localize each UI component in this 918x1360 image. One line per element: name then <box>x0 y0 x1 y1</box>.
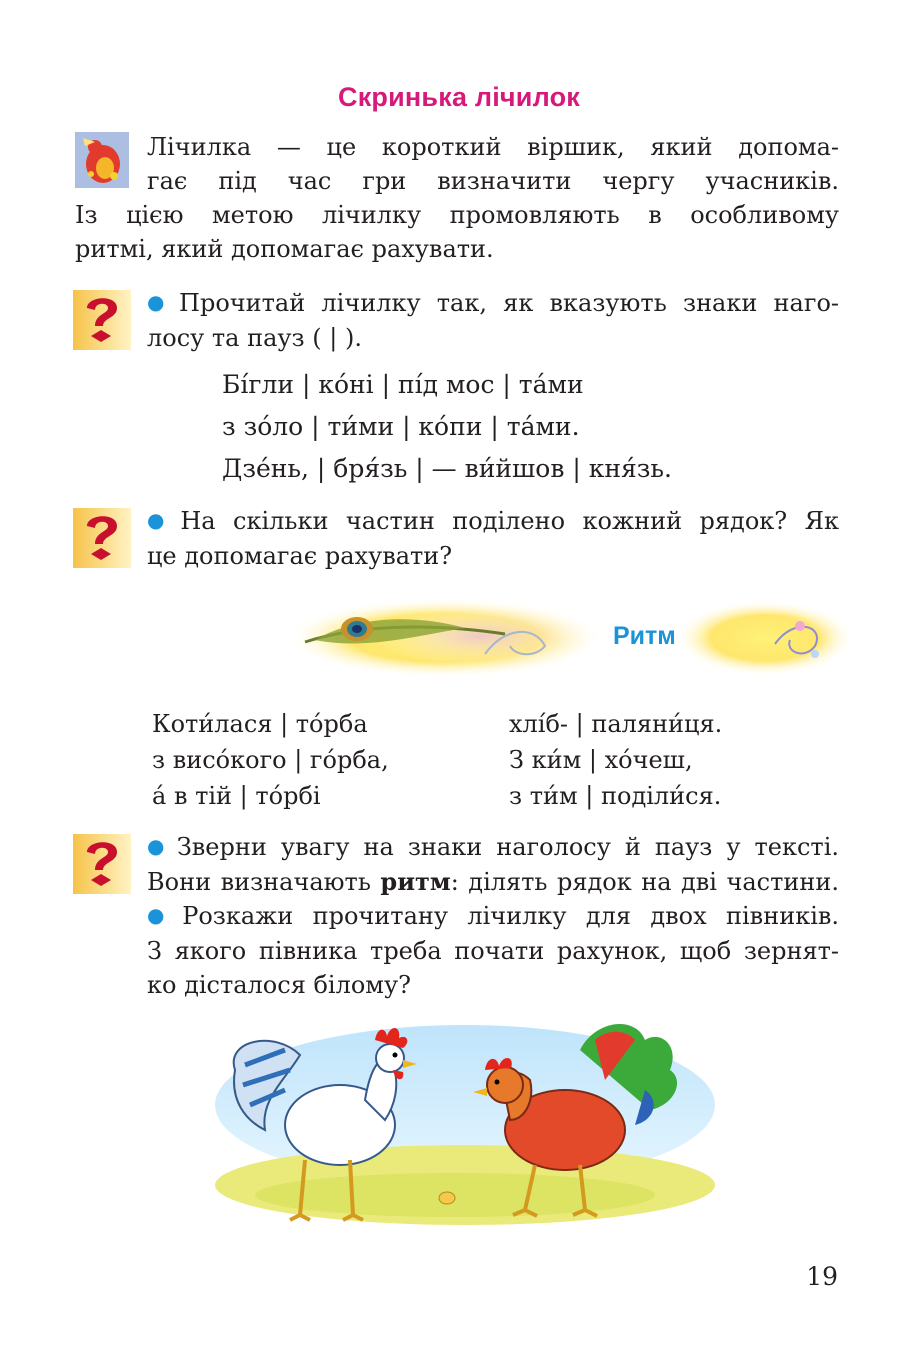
poem-2-line: а́ в тій | то́рбі <box>152 782 321 810</box>
question-2 <box>147 504 839 573</box>
question-mark-icon <box>73 508 131 568</box>
rhythm-banner <box>295 596 850 680</box>
poem-1-line: з зо́ло | ти́ми | ко́пи | та́ми. <box>222 412 580 441</box>
rhythm-term: ритм <box>380 867 451 896</box>
intro-line-1: Лічилка — це короткий віршик, який допома- <box>147 133 839 161</box>
q3-line-5: ко дісталося білому? <box>147 971 411 999</box>
q3-line-1: Зверни увагу на знаки наголосу й пауз у тексті. <box>176 833 840 861</box>
poem-2-right <box>509 706 722 814</box>
q3-line-4: З якого півника треба почати рахунок, щоб зернят- <box>147 937 839 965</box>
poem-2-left <box>152 706 389 814</box>
intro-line-4: ритмі, який допомагає рахувати. <box>75 235 494 263</box>
bullet-icon: ● <box>147 508 175 532</box>
question-mark-icon <box>73 834 131 894</box>
q1-line-2: лосу та пауз ( | ). <box>147 324 362 352</box>
poem-1-line: Бі́гли | ко́ні | пі́д мос | та́ми <box>222 370 584 399</box>
q2-line-1: На скільки частин поділено кожний рядок? Як <box>180 507 840 535</box>
intro-line-2: гає під час гри визначити чергу учасників. <box>147 167 839 195</box>
poem-2-line: З ки́м | хо́чеш, <box>509 746 693 774</box>
section-title: Скринька лічилок <box>338 82 580 112</box>
q2-line-2: це допомагає рахувати? <box>147 542 453 570</box>
roosters-illustration <box>205 1010 725 1232</box>
bullet-icon: ● <box>147 834 171 858</box>
q1-line-1: Прочитай лічилку так, як вказують знаки наго- <box>179 289 839 317</box>
intro-paragraph <box>75 130 839 266</box>
question-3: ● Зверни увагу на знаки наголосу й пауз у тексті. Вони визначають ритм: ділять рядок на дві частини. ● Розкажи прочитану лічилку для двох півників. З якого півника треба почати рахунок, щоб зернят- ко дісталося білому? <box>147 830 839 1002</box>
poem-1 <box>222 364 782 490</box>
poem-2-line: хлі́б- | паляни́ця. <box>509 710 723 738</box>
poem-2-line: з ти́м | поділи́ся. <box>509 782 722 810</box>
intro-line-3: Із цією метою лічилку промовляють в особливому <box>75 201 839 229</box>
banner-label: Ритм <box>613 622 676 650</box>
poem-2-line: з висо́кого | го́рба, <box>152 746 389 774</box>
q3-line-3: Розкажи прочитану лічилку для двох півників. <box>182 902 840 930</box>
question-mark-icon <box>73 290 131 350</box>
question-1 <box>147 286 839 355</box>
poem-2-line: Коти́лася | то́рба <box>152 710 368 738</box>
page-number: 19 <box>806 1262 838 1291</box>
poem-1-line: Дзе́нь, | бря́зь | — ви́йшов | кня́зь. <box>222 454 672 483</box>
bullet-icon: ● <box>147 903 177 927</box>
bullet-icon: ● <box>147 290 174 314</box>
